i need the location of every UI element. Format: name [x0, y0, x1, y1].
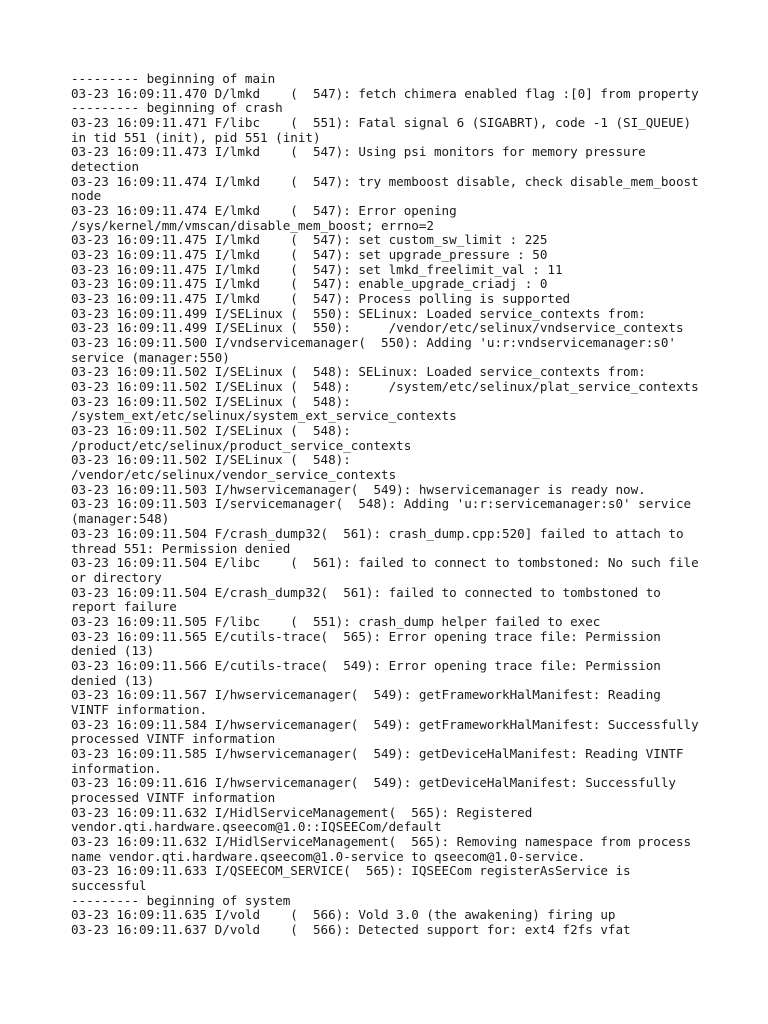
log-line: 03-23 16:09:11.504 E/libc ( 561): failed to connect to tombstoned: No such file: [71, 555, 699, 571]
log-line: 03-23 16:09:11.502 I/SELinux ( 548): SELinux: Loaded service_contexts from:: [71, 364, 646, 380]
log-line: processed VINTF information: [71, 731, 276, 747]
log-line: 03-23 16:09:11.502 I/SELinux ( 548): /system/etc/selinux/plat_service_contexts: [71, 379, 699, 395]
log-line: 03-23 16:09:11.585 I/hwservicemanager( 549): getDeviceHalManifest: Reading VINTF: [71, 745, 684, 761]
log-line: name vendor.qti.hardware.qseecom@1.0-service to qseecom@1.0-service.: [71, 848, 586, 864]
log-line: 03-23 16:09:11.502 I/SELinux ( 548):: [71, 393, 351, 409]
log-line: /system_ext/etc/selinux/system_ext_service_contexts: [71, 408, 457, 424]
log-line: 03-23 16:09:11.499 I/SELinux ( 550): /vendor/etc/selinux/vndservice_contexts: [71, 320, 684, 336]
log-line: 03-23 16:09:11.502 I/SELinux ( 548):: [71, 452, 351, 468]
log-line: 03-23 16:09:11.474 I/lmkd ( 547): try memboost disable, check disable_mem_boost: [71, 173, 699, 189]
log-line: --------- beginning of crash: [71, 100, 283, 116]
log-line: 03-23 16:09:11.584 I/hwservicemanager( 549): getFrameworkHalManifest: Successfully: [71, 716, 699, 732]
log-line: --------- beginning of main: [71, 71, 276, 86]
log-line: 03-23 16:09:11.475 I/lmkd ( 547): set lmkd_freelimit_val : 11: [71, 261, 563, 277]
log-line: 03-23 16:09:11.635 I/vold ( 566): Vold 3.0 (the awakening) firing up: [71, 907, 616, 923]
log-line: VINTF information.: [71, 701, 208, 717]
log-line: successful: [71, 877, 147, 893]
log-line: 03-23 16:09:11.470 D/lmkd ( 547): fetch chimera enabled flag :[0] from property: [71, 85, 699, 101]
log-line: --------- beginning of system: [71, 892, 291, 908]
log-line: 03-23 16:09:11.637 D/vold ( 566): Detected support for: ext4 f2fs vfat: [71, 921, 631, 937]
log-line: 03-23 16:09:11.632 I/HidlServiceManagement( 565): Registered: [71, 804, 533, 820]
log-line: denied (13): [71, 643, 155, 659]
log-line: information.: [71, 760, 162, 776]
log-line: (manager:548): [71, 511, 170, 527]
log-line: thread 551: Permission denied: [71, 540, 291, 556]
log-line: 03-23 16:09:11.503 I/hwservicemanager( 549): hwservicemanager is ready now.: [71, 481, 646, 497]
log-line: 03-23 16:09:11.475 I/lmkd ( 547): set upgrade_pressure : 50: [71, 247, 548, 263]
log-line: 03-23 16:09:11.504 E/crash_dump32( 561): failed to connected to tombstoned to: [71, 584, 661, 600]
log-line: 03-23 16:09:11.474 E/lmkd ( 547): Error opening: [71, 203, 457, 219]
log-line: 03-23 16:09:11.471 F/libc ( 551): Fatal signal 6 (SIGABRT), code -1 (SI_QUEUE): [71, 115, 692, 131]
log-line: 03-23 16:09:11.475 I/lmkd ( 547): set custom_sw_limit : 225: [71, 232, 548, 248]
log-line: 03-23 16:09:11.632 I/HidlServiceManagement( 565): Removing namespace from process: [71, 833, 692, 849]
log-line: service (manager:550): [71, 349, 230, 365]
log-line: 03-23 16:09:11.616 I/hwservicemanager( 549): getDeviceHalManifest: Successfully: [71, 775, 676, 791]
log-line: 03-23 16:09:11.567 I/hwservicemanager( 549): getFrameworkHalManifest: Reading: [71, 687, 661, 703]
log-line: 03-23 16:09:11.475 I/lmkd ( 547): Process polling is supported: [71, 291, 571, 307]
log-line: detection: [71, 159, 140, 175]
log-line: 03-23 16:09:11.633 I/QSEECOM_SERVICE( 565): IQSEECom registerAsService is: [71, 863, 631, 879]
log-line: processed VINTF information: [71, 789, 276, 805]
log-line: 03-23 16:09:11.475 I/lmkd ( 547): enable_upgrade_criadj : 0: [71, 276, 548, 292]
log-line: 03-23 16:09:11.473 I/lmkd ( 547): Using psi monitors for memory pressure: [71, 144, 646, 160]
log-line: report failure: [71, 599, 177, 615]
log-line: or directory: [71, 569, 162, 585]
log-line: /product/etc/selinux/product_service_contexts: [71, 437, 412, 453]
log-line: 03-23 16:09:11.503 I/servicemanager( 548): Adding 'u:r:servicemanager:s0' service: [71, 496, 692, 512]
log-line: vendor.qti.hardware.qseecom@1.0::IQSEECom/default: [71, 819, 442, 835]
log-line: 03-23 16:09:11.502 I/SELinux ( 548):: [71, 423, 351, 439]
log-line: /sys/kernel/mm/vmscan/disable_mem_boost; errno=2: [71, 217, 434, 233]
log-line: 03-23 16:09:11.565 E/cutils-trace( 565): Error opening trace file: Permission: [71, 628, 661, 644]
log-line: node: [71, 188, 102, 204]
log-output: [71, 72, 711, 938]
log-line: 03-23 16:09:11.504 F/crash_dump32( 561): crash_dump.cpp:520] failed to attach to: [71, 525, 684, 541]
log-line: 03-23 16:09:11.499 I/SELinux ( 550): SELinux: Loaded service_contexts from:: [71, 305, 646, 321]
log-line: 03-23 16:09:11.566 E/cutils-trace( 549): Error opening trace file: Permission: [71, 657, 661, 673]
log-line: 03-23 16:09:11.500 I/vndservicemanager( 550): Adding 'u:r:vndservicemanager:s0': [71, 335, 676, 351]
log-line: 03-23 16:09:11.505 F/libc ( 551): crash_dump helper failed to exec: [71, 613, 601, 629]
log-line: /vendor/etc/selinux/vendor_service_contexts: [71, 467, 397, 483]
log-line: in tid 551 (init), pid 551 (init): [71, 129, 321, 145]
log-line: denied (13): [71, 672, 155, 688]
